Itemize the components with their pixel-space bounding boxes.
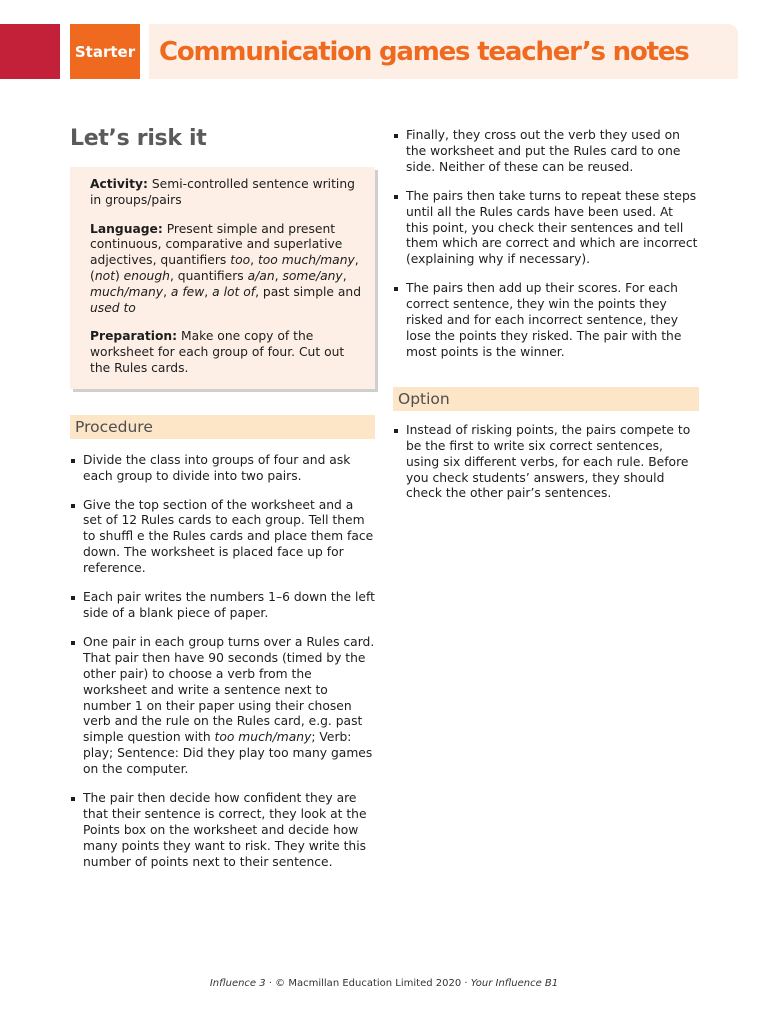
list-item: Each pair writes the numbers 1–6 down the left side of a blank piece of paper.: [70, 590, 375, 622]
language-info: [90, 222, 365, 317]
activity-text: Semi-controlled sentence writing in groups/pairs: [90, 177, 355, 207]
footer: [0, 978, 768, 989]
page-title: Communication games teacher’s notes: [159, 36, 689, 67]
option-list: [393, 423, 699, 503]
option-heading: Option: [393, 387, 699, 411]
language-text: ,: [274, 268, 283, 283]
list-item: The pair then decide how confident they are that their sentence is correct, they look at the Points box on the worksheet and decide how many points they want to risk. They write this number of points next to their sentence.: [70, 791, 375, 871]
list-item-term: too much/many: [214, 730, 312, 745]
brand-red-block: [0, 24, 60, 79]
language-text: ,: [342, 268, 347, 283]
activity-info-box: [70, 167, 375, 389]
language-term: a lot of: [212, 284, 256, 299]
language-text: Present simple and present continuous, comparative and superlative adjectives, quantifiers: [90, 221, 343, 268]
language-term: a few: [170, 284, 205, 299]
list-item: The pairs then add up their scores. For each correct sentence, they win the points they risked and for each incorrect sentence, they lose the points they risked. The pair with the most points is the winner.: [393, 281, 699, 361]
procedure-heading: Procedure: [70, 415, 375, 439]
list-item: Divide the class into groups of four and ask each group to divide into two pairs.: [70, 453, 375, 485]
language-term: much/many: [90, 284, 164, 299]
level-tab-label: Starter: [74, 42, 136, 61]
language-term: too much/many: [257, 253, 355, 268]
language-term: not: [94, 268, 115, 283]
language-term: some/any: [282, 268, 343, 283]
list-item: Finally, they cross out the verb they used on the worksheet and put the Rules card to one side. Neither of these can be reused.: [393, 128, 699, 176]
preparation-text: Make one copy of the worksheet for each group of four. Cut out the Rules cards.: [90, 329, 345, 375]
list-item-text: ; Verb: play; Sentence: Did they play too many games on the computer.: [83, 730, 373, 777]
language-text: , (: [90, 253, 359, 283]
language-text: ,: [163, 284, 171, 299]
language-term: used to: [90, 300, 136, 315]
list-item: [70, 635, 375, 778]
language-text: , past simple and: [255, 284, 362, 299]
activity-label: Activity:: [90, 177, 148, 191]
preparation-info: [90, 329, 365, 376]
right-column: [393, 128, 699, 515]
list-item: Give the top section of the worksheet and a set of 12 Rules cards to each group. Tell them to shuffl e the Rules cards and place them face down. The worksheet is placed face up for reference.: [70, 498, 375, 578]
procedure-list: [70, 453, 375, 871]
language-term: too: [230, 253, 251, 268]
list-item: The pairs then take turns to repeat these steps until all the Rules cards have been used. At this point, you check their sentences and tell them which are correct and which are incorrect (explaining why if necessary).: [393, 189, 699, 269]
footer-companion-title: Your Influence B1: [470, 978, 559, 989]
language-term: enough: [123, 268, 170, 283]
level-tab: [70, 24, 140, 79]
language-text: , quantifiers: [169, 268, 248, 283]
list-item: Instead of risking points, the pairs compete to be the first to write six correct sentences, using six different verbs, for each rule. Before you check students’ answers, they should check the other pair’s sentences.: [393, 423, 699, 503]
left-column: [70, 120, 375, 884]
activity-title: Let’s risk it: [70, 126, 207, 151]
language-text: ,: [250, 253, 258, 268]
language-term: a/an: [247, 268, 275, 283]
list-item-text: One pair in each group turns over a Rules card. That pair then have 90 seconds (timed by the other pair) to choose a verb from the worksheet and write a sentence next to number 1 on their paper using their chosen verb and the rule on the Rules card, e.g. past simple question with: [83, 634, 375, 745]
language-text: ): [114, 268, 124, 283]
language-label: Language:: [90, 221, 163, 236]
procedure-continued-list: [393, 128, 699, 361]
activity-info: [90, 177, 365, 209]
language-text: ,: [204, 284, 213, 299]
footer-book-title: Influence 3: [209, 978, 266, 989]
preparation-label: Preparation:: [90, 329, 178, 344]
footer-copyright: · © Macmillan Education Limited 2020 ·: [265, 978, 471, 989]
title-bar: [149, 24, 738, 79]
